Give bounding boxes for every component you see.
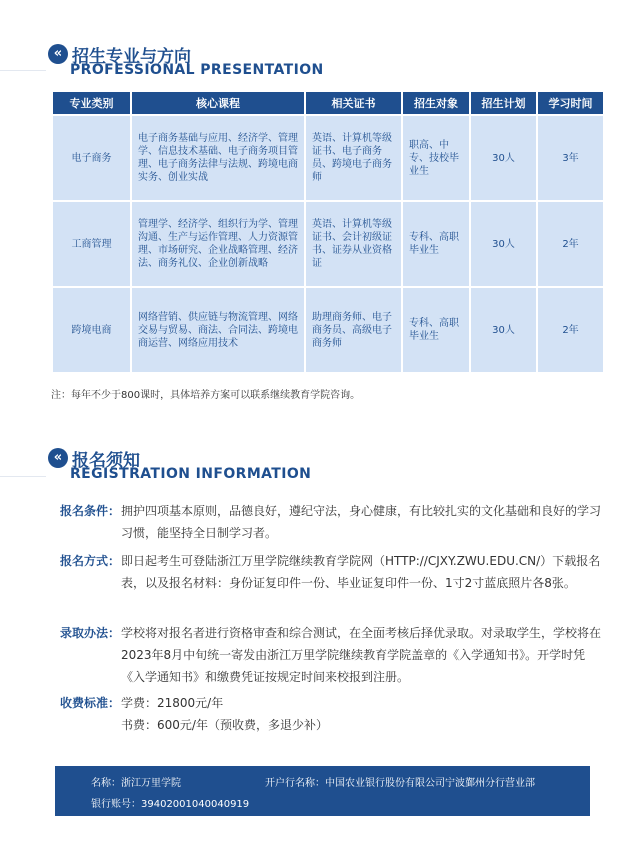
section-subtitle: REGISTRATION INFORMATION <box>70 466 312 482</box>
cell-certs: 英语、计算机等级证书、会计初级证书、证券从业资格证 <box>306 202 401 286</box>
bank-info-box <box>55 766 590 816</box>
section-header-registration <box>48 446 608 486</box>
cell-courses: 管理学、经济学、组织行为学、管理沟通、生产与运作管理、人力资源管理、市场研究、企业战略管理、经济法、商务礼仪、企业创新战略 <box>132 202 304 286</box>
program-table <box>51 90 605 374</box>
section-title: 报名须知 <box>72 451 140 471</box>
cell-courses: 电子商务基础与应用、经济学、管理学、信息技术基础、电子商务项目管理、电子商务法律与法规、跨境电商实务、创业实战 <box>132 116 304 200</box>
section-title: 招生专业与方向 <box>72 47 191 67</box>
header-major: 专业类别 <box>53 92 130 114</box>
table-row <box>53 288 603 372</box>
registration-conditions <box>60 500 605 544</box>
cell-target: 专科、高职毕业生 <box>403 288 469 372</box>
double-chevron-left-icon: « <box>48 448 68 468</box>
table-header-row <box>53 92 603 114</box>
header-plan: 招生计划 <box>471 92 536 114</box>
section-subtitle: PROFESSIONAL PRESENTATION <box>70 62 324 78</box>
decor-line <box>0 476 46 477</box>
cell-certs: 英语、计算机等级证书、电子商务员、跨境电子商务师 <box>306 116 401 200</box>
cell-plan: 30人 <box>471 288 536 372</box>
bank-account-number: 银行账号：39402001040040919 <box>91 799 250 810</box>
registration-admission <box>60 622 605 688</box>
cell-major: 跨境电商 <box>53 288 130 372</box>
cell-target: 职高、中专、技校毕业生 <box>403 116 469 200</box>
admission-label: 录取办法： <box>60 626 121 640</box>
cell-duration: 3年 <box>538 116 603 200</box>
double-chevron-left-icon: « <box>48 44 68 64</box>
cell-courses: 网络营销、供应链与物流管理、网络交易与贸易、商法、合同法、跨境电商运营、网络应用技术 <box>132 288 304 372</box>
bank-name: 开户行名称：中国农业银行股份有限公司宁波鄞州分行营业部 <box>265 778 535 789</box>
conditions-text: 拥护四项基本原则，品德良好，遵纪守法，身心健康，有比较扎实的文化基础和良好的学习习惯，能坚持全日制学习者。 <box>121 504 602 540</box>
cell-major: 电子商务 <box>53 116 130 200</box>
registration-method <box>60 550 605 594</box>
method-text: 即日起考生可登陆浙江万里学院继续教育学院网（HTTP://CJXY.ZWU.EDU.CN/）下载报名表，以及报名材料：身份证复印件一份、毕业证复印件一份、1寸2寸蓝底照片各8张。 <box>121 554 601 590</box>
table-note: 注：每年不少于800课时，具体培养方案可以联系继续教育学院咨询。 <box>51 390 361 401</box>
decor-line <box>0 70 46 71</box>
cell-duration: 2年 <box>538 288 603 372</box>
method-label: 报名方式： <box>60 554 121 568</box>
table-row <box>53 116 603 200</box>
tuition-text: 学费：21800元/年 <box>121 696 224 710</box>
table-row <box>53 202 603 286</box>
cell-target: 专科、高职毕业生 <box>403 202 469 286</box>
header-target: 招生对象 <box>403 92 469 114</box>
conditions-label: 报名条件： <box>60 504 121 518</box>
header-duration: 学习时间 <box>538 92 603 114</box>
header-certs: 相关证书 <box>306 92 401 114</box>
fee-label: 收费标准： <box>60 696 121 710</box>
admission-text: 学校将对报名者进行资格审查和综合测试，在全面考核后择优录取。对录取学生，学校将在2023年8月中旬统一寄发由浙江万里学院继续教育学院盖章的《入学通知书》。开学时凭《入学通知书》和缴费凭证按规定时间来校报到注册。 <box>121 626 602 684</box>
cell-plan: 30人 <box>471 202 536 286</box>
cell-major: 工商管理 <box>53 202 130 286</box>
header-courses: 核心课程 <box>132 92 304 114</box>
cell-duration: 2年 <box>538 202 603 286</box>
registration-fees <box>60 692 605 736</box>
cell-plan: 30人 <box>471 116 536 200</box>
bank-account-name: 名称：浙江万里学院 <box>91 778 181 789</box>
section-header-programs <box>48 42 608 82</box>
books-text: 书费：600元/年（预收费，多退少补） <box>121 718 328 732</box>
cell-certs: 助理商务师、电子商务员、高级电子商务师 <box>306 288 401 372</box>
